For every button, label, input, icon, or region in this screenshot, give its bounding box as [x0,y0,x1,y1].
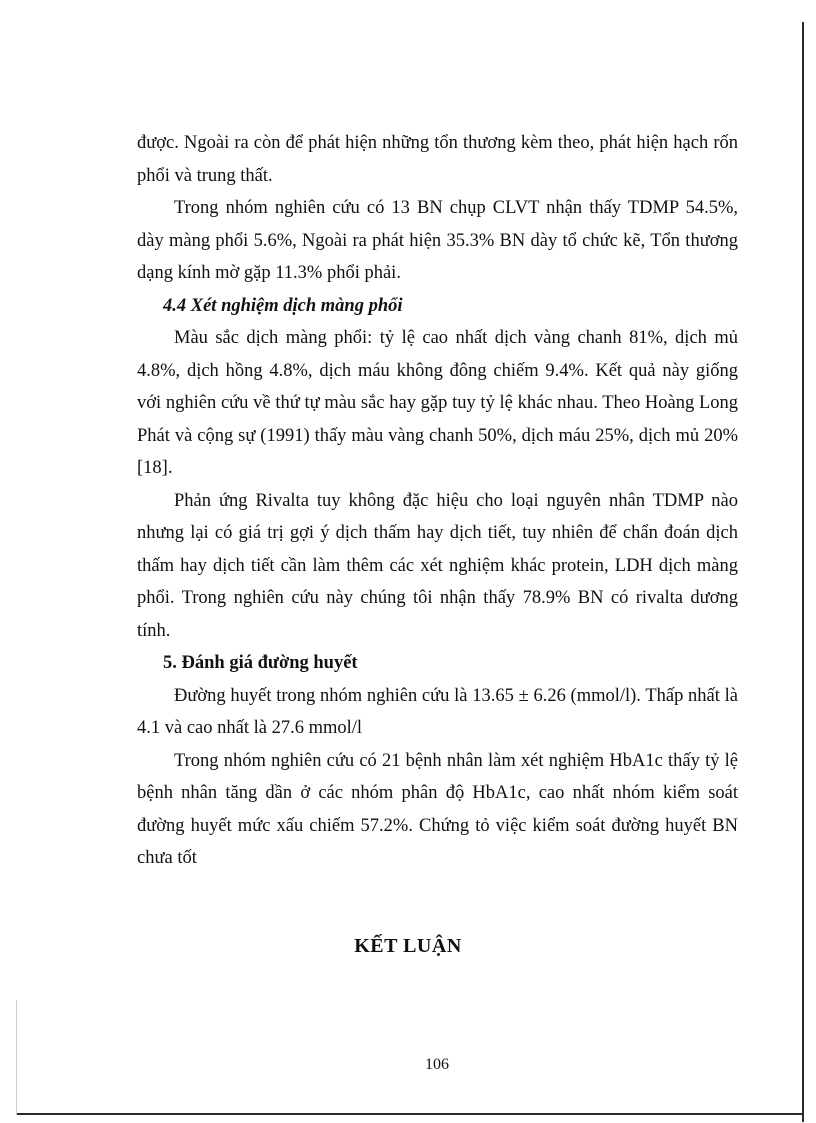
page-border-bottom [16,1113,804,1115]
document-body [137,127,738,875]
paragraph-rivalta: Phản ứng Rivalta tuy không đặc hiệu cho loại nguyên nhân TDMP nào nhưng lại có giá trị gợi ý dịch thấm hay dịch tiết, tuy nhiên để chẩn đoán dịch thấm hay dịch tiết cần làm thêm các xét nghiệm khác protein, LDH dịch màng phổi. Trong nghiên cứu này chúng tôi nhận thấy 78.9% BN có rivalta dương tính. [137,490,738,641]
paragraph-fluid-color: Màu sắc dịch màng phổi: tỷ lệ cao nhất dịch vàng chanh 81%, dịch mủ 4.8%, dịch hồng 4.8%, dịch máu không đông chiếm 9.4%. Kết quả này giống với nghiên cứu về thứ tự màu sắc hay gặp tuy tỷ lệ khác nhau. Theo Hoàng Long Phát và cộng sự (1991) thấy màu vàng chanh 50%, dịch máu 25%, dịch mủ 20% [18]. [137,328,738,478]
paragraph-continuation: được. Ngoài ra còn để phát hiện những tổn thương kèm theo, phát hiện hạch rốn phổi và trung thất. [137,133,738,186]
conclusion-title: KẾT LUẬN [354,935,462,957]
section-heading-4-4: 4.4 Xét nghiệm dịch màng phổi [163,295,403,316]
section-heading-5: 5. Đánh giá đường huyết [163,653,358,673]
paragraph-ct-findings: Trong nhóm nghiên cứu có 13 BN chụp CLVT nhận thấy TDMP 54.5%, dày màng phổi 5.6%, Ngoài ra phát hiện 35.3% BN dày tổ chức kẽ, Tổn thương dạng kính mờ gặp 11.3% phổi phải. [137,198,738,283]
paragraph-blood-glucose: Đường huyết trong nhóm nghiên cứu là 13.65 ± 6.26 (mmol/l). Thấp nhất là 4.1 và cao nhất là 27.6 mmol/l [137,685,738,738]
paragraph-hba1c: Trong nhóm nghiên cứu có 21 bệnh nhân làm xét nghiệm HbA1c thấy tỷ lệ bệnh nhân tăng dần ở các nhóm phân độ HbA1c, cao nhất nhóm kiểm soát đường huyết mức xấu chiếm 57.2%. Chứng tỏ việc kiểm soát đường huyết BN chưa tốt [137,750,738,868]
page-number: 106 [425,1056,449,1073]
